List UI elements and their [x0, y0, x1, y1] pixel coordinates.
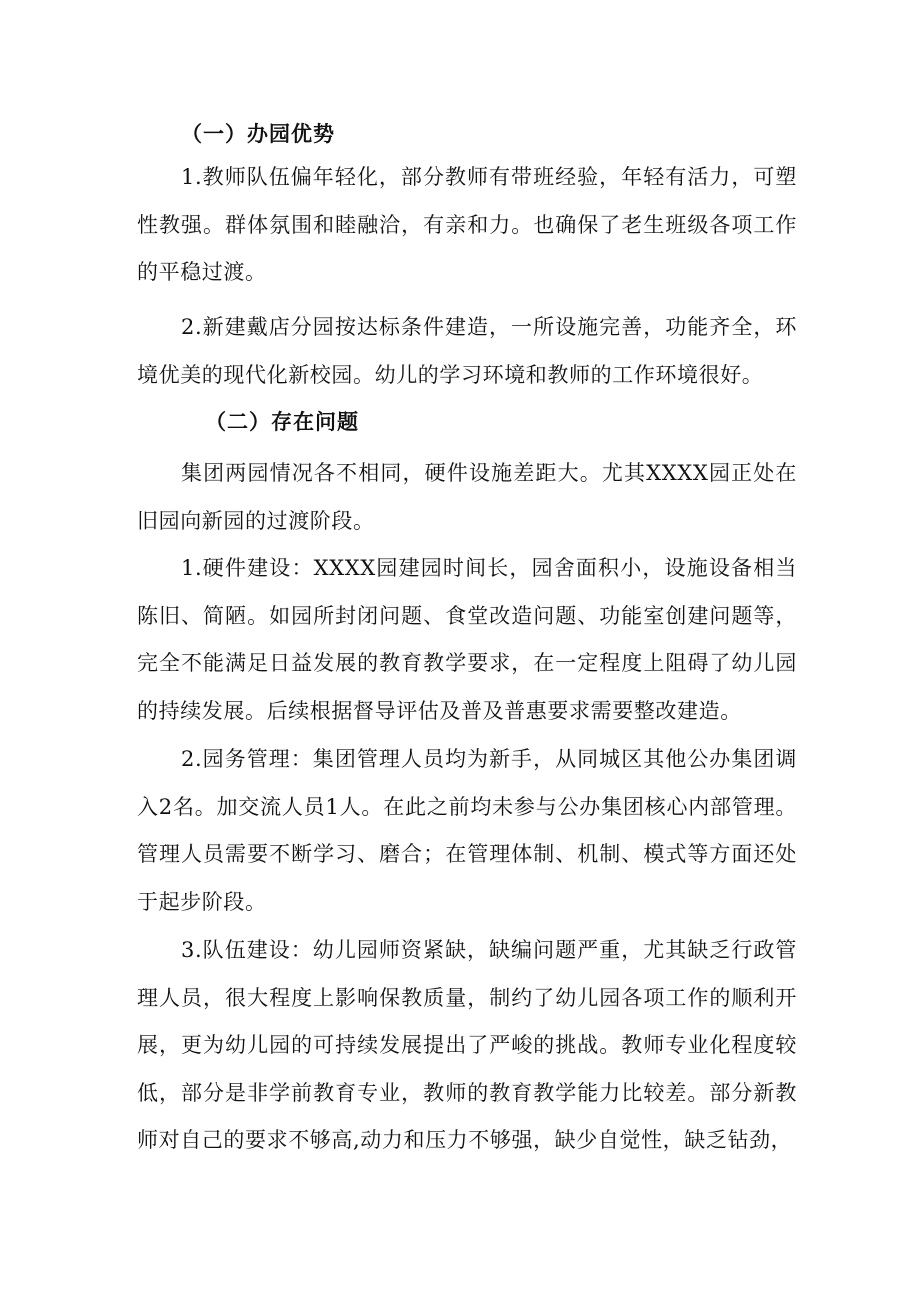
paragraph-team-building: 3.队伍建设：幼儿园师资紧缺，缺编问题严重，尤其缺乏行政管理人员，很大程度上影响保教质量，制约了幼儿园各项工作的顺利开展，更为幼儿园的可持续发展提出了严峻的挑战。教师专业化程度较低，部分是非学前教育专业，教师的教育教学能力比较差。部分新教师对自己的要求不够高,动力和压力不够强，缺少自觉性，缺乏钻劲， [137, 938, 797, 1152]
paragraph-teacher-team: 1.教师队伍偏年轻化，部分教师有带班经验，年轻有活力，可塑性教强。群体氛围和睦融洽，有亲和力。也确保了老生班级各项工作的平稳过渡。 [137, 165, 797, 284]
paragraph-overview: 集团两园情况各不相同，硬件设施差距大。尤其XXXX园正处在旧园向新园的过渡阶段。 [137, 461, 797, 533]
section-heading-advantages: （一）办园优势 [181, 121, 335, 146]
paragraph-management: 2.园务管理：集团管理人员均为新手，从同城区其他公办集团调入2名。加交流人员1人。在此之前均未参与公办集团核心内部管理。管理人员需要不断学习、磨合；在管理体制、机制、模式等方面还处于起步阶段。 [137, 747, 797, 914]
paragraph-new-campus: 2.新建戴店分园按达标条件建造，一所设施完善，功能齐全，环境优美的现代化新校园。幼儿的学习环境和教师的工作环境很好。 [137, 315, 797, 387]
paragraph-hardware: 1.硬件建设：XXXX园建园时间长，园舍面积小，设施设备相当陈旧、简陋。如园所封闭问题、食堂改造问题、功能室创建问题等，完全不能满足日益发展的教育教学要求，在一定程度上阻碍了幼儿园的持续发展。后续根据督导评估及普及普惠要求需要整改建造。 [137, 556, 797, 723]
section-heading-problems: （二）存在问题 [205, 409, 359, 434]
